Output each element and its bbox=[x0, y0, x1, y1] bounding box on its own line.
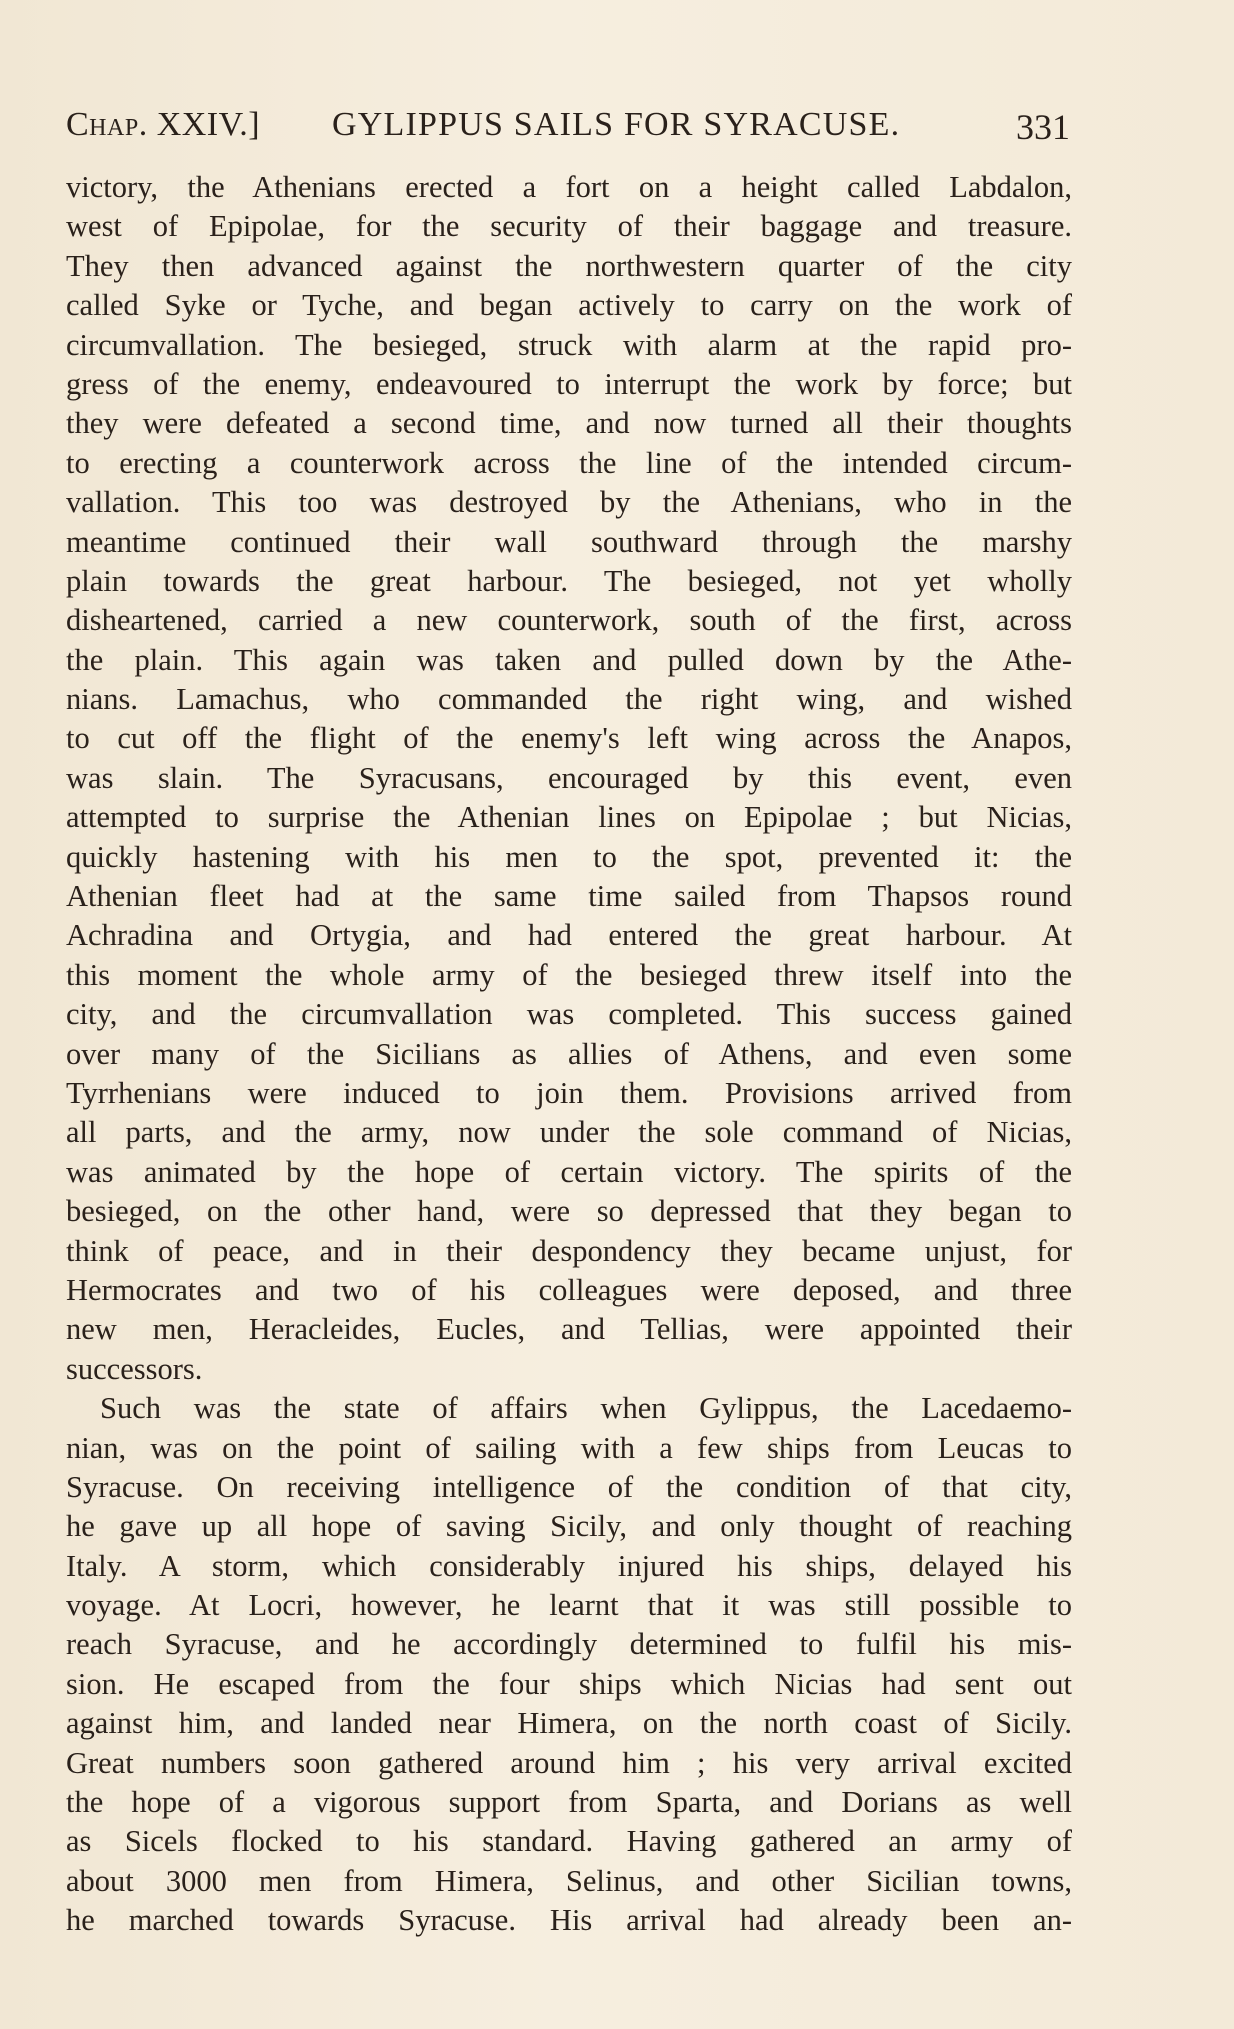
text-line: nian, was on the point of sailing with a few ships from Leucas to bbox=[66, 1430, 1072, 1465]
text-line: quickly hastening with his men to the spot, prevented it: the bbox=[66, 839, 1072, 874]
text-line: disheartened, carried a new counterwork, south of the first, across bbox=[66, 603, 1072, 638]
body-text bbox=[66, 168, 1072, 1941]
text-line: as Sicels flocked to his standard. Having gathered an army of bbox=[66, 1824, 1072, 1859]
text-line: gress of the enemy, endeavoured to interrupt the work by force; but bbox=[66, 366, 1072, 401]
text-line: Great numbers soon gathered around him ; his very arrival excited bbox=[66, 1745, 1072, 1780]
text-line: the plain. This again was taken and pulled down by the Athe- bbox=[66, 642, 1072, 677]
text-line: Italy. A storm, which considerably injured his ships, delayed his bbox=[66, 1548, 1072, 1583]
text-line: circumvallation. The besieged, struck with alarm at the rapid pro- bbox=[66, 327, 1072, 362]
paragraph-start-line: Such was the state of affairs when Gylippus, the Lacedaemo- bbox=[100, 1391, 1072, 1426]
text-line: Achradina and Ortygia, and had entered the great harbour. At bbox=[66, 918, 1072, 953]
text-line: voyage. At Locri, however, he learnt that it was still possible to bbox=[66, 1588, 1072, 1623]
text-line: nians. Lamachus, who commanded the right wing, and wished bbox=[66, 682, 1072, 717]
text-line: besieged, on the other hand, were so depressed that they began to bbox=[66, 1194, 1072, 1229]
text-line: he marched towards Syracuse. His arrival had already been an- bbox=[66, 1903, 1072, 1938]
text-line: attempted to surprise the Athenian lines on Epipolae ; but Nicias, bbox=[66, 800, 1072, 835]
text-line: meantime continued their wall southward through the marshy bbox=[66, 524, 1072, 559]
text-line: victory, the Athenians erected a fort on a height called Labdalon, bbox=[66, 170, 1072, 204]
text-line: Tyrrhenians were induced to join them. Provisions arrived from bbox=[66, 1075, 1072, 1110]
text-line: to cut off the flight of the enemy's left wing across the Anapos, bbox=[66, 721, 1072, 756]
text-line: city, and the circumvallation was completed. This success gained bbox=[66, 997, 1072, 1032]
text-line: was animated by the hope of certain victory. The spirits of the bbox=[66, 1154, 1072, 1189]
text-line: new men, Heracleides, Eucles, and Tellias, were appointed their bbox=[66, 1312, 1072, 1347]
text-line: They then advanced against the northwestern quarter of the city bbox=[66, 248, 1072, 283]
chapter-label: Chap. XXIV.] bbox=[66, 106, 261, 143]
text-line: vallation. This too was destroyed by the Athenians, who in the bbox=[66, 485, 1072, 520]
text-line: over many of the Sicilians as allies of Athens, and even some bbox=[66, 1036, 1072, 1071]
text-line: they were defeated a second time, and now turned all their thoughts bbox=[66, 406, 1072, 441]
text-line: called Syke or Tyche, and began actively to carry on the work of bbox=[66, 288, 1072, 323]
text-line: plain towards the great harbour. The besieged, not yet wholly bbox=[66, 563, 1072, 598]
page-number: 331 bbox=[1016, 107, 1070, 147]
text-line: think of peace, and in their despondency they became unjust, for bbox=[66, 1233, 1072, 1268]
text-line: Syracuse. On receiving intelligence of the condition of that city, bbox=[66, 1469, 1072, 1504]
running-head bbox=[66, 104, 1070, 146]
text-line: Athenian fleet had at the same time sailed from Thapsos round bbox=[66, 879, 1072, 914]
text-line: west of Epipolae, for the security of their baggage and treasure. bbox=[66, 209, 1072, 244]
page-title: GYLIPPUS SAILS FOR SYRACUSE. bbox=[332, 106, 901, 143]
text-line: the hope of a vigorous support from Sparta, and Dorians as well bbox=[66, 1785, 1072, 1820]
text-line: sion. He escaped from the four ships which Nicias had sent out bbox=[66, 1666, 1072, 1701]
text-line: reach Syracuse, and he accordingly determined to fulfil his mis- bbox=[66, 1627, 1072, 1662]
text-line: against him, and landed near Himera, on the north coast of Sicily. bbox=[66, 1706, 1072, 1741]
text-line: about 3000 men from Himera, Selinus, and other Sicilian towns, bbox=[66, 1863, 1072, 1898]
text-line: this moment the whole army of the besieged threw itself into the bbox=[66, 957, 1072, 992]
text-line: he gave up all hope of saving Sicily, and only thought of reaching bbox=[66, 1509, 1072, 1544]
text-line: was slain. The Syracusans, encouraged by this event, even bbox=[66, 760, 1072, 795]
text-line: to erecting a counterwork across the line of the intended circum- bbox=[66, 445, 1072, 480]
text-line: Hermocrates and two of his colleagues were deposed, and three bbox=[66, 1272, 1072, 1307]
text-line: all parts, and the army, now under the sole command of Nicias, bbox=[66, 1115, 1072, 1150]
paragraph-end-line: successors. bbox=[66, 1351, 203, 1386]
